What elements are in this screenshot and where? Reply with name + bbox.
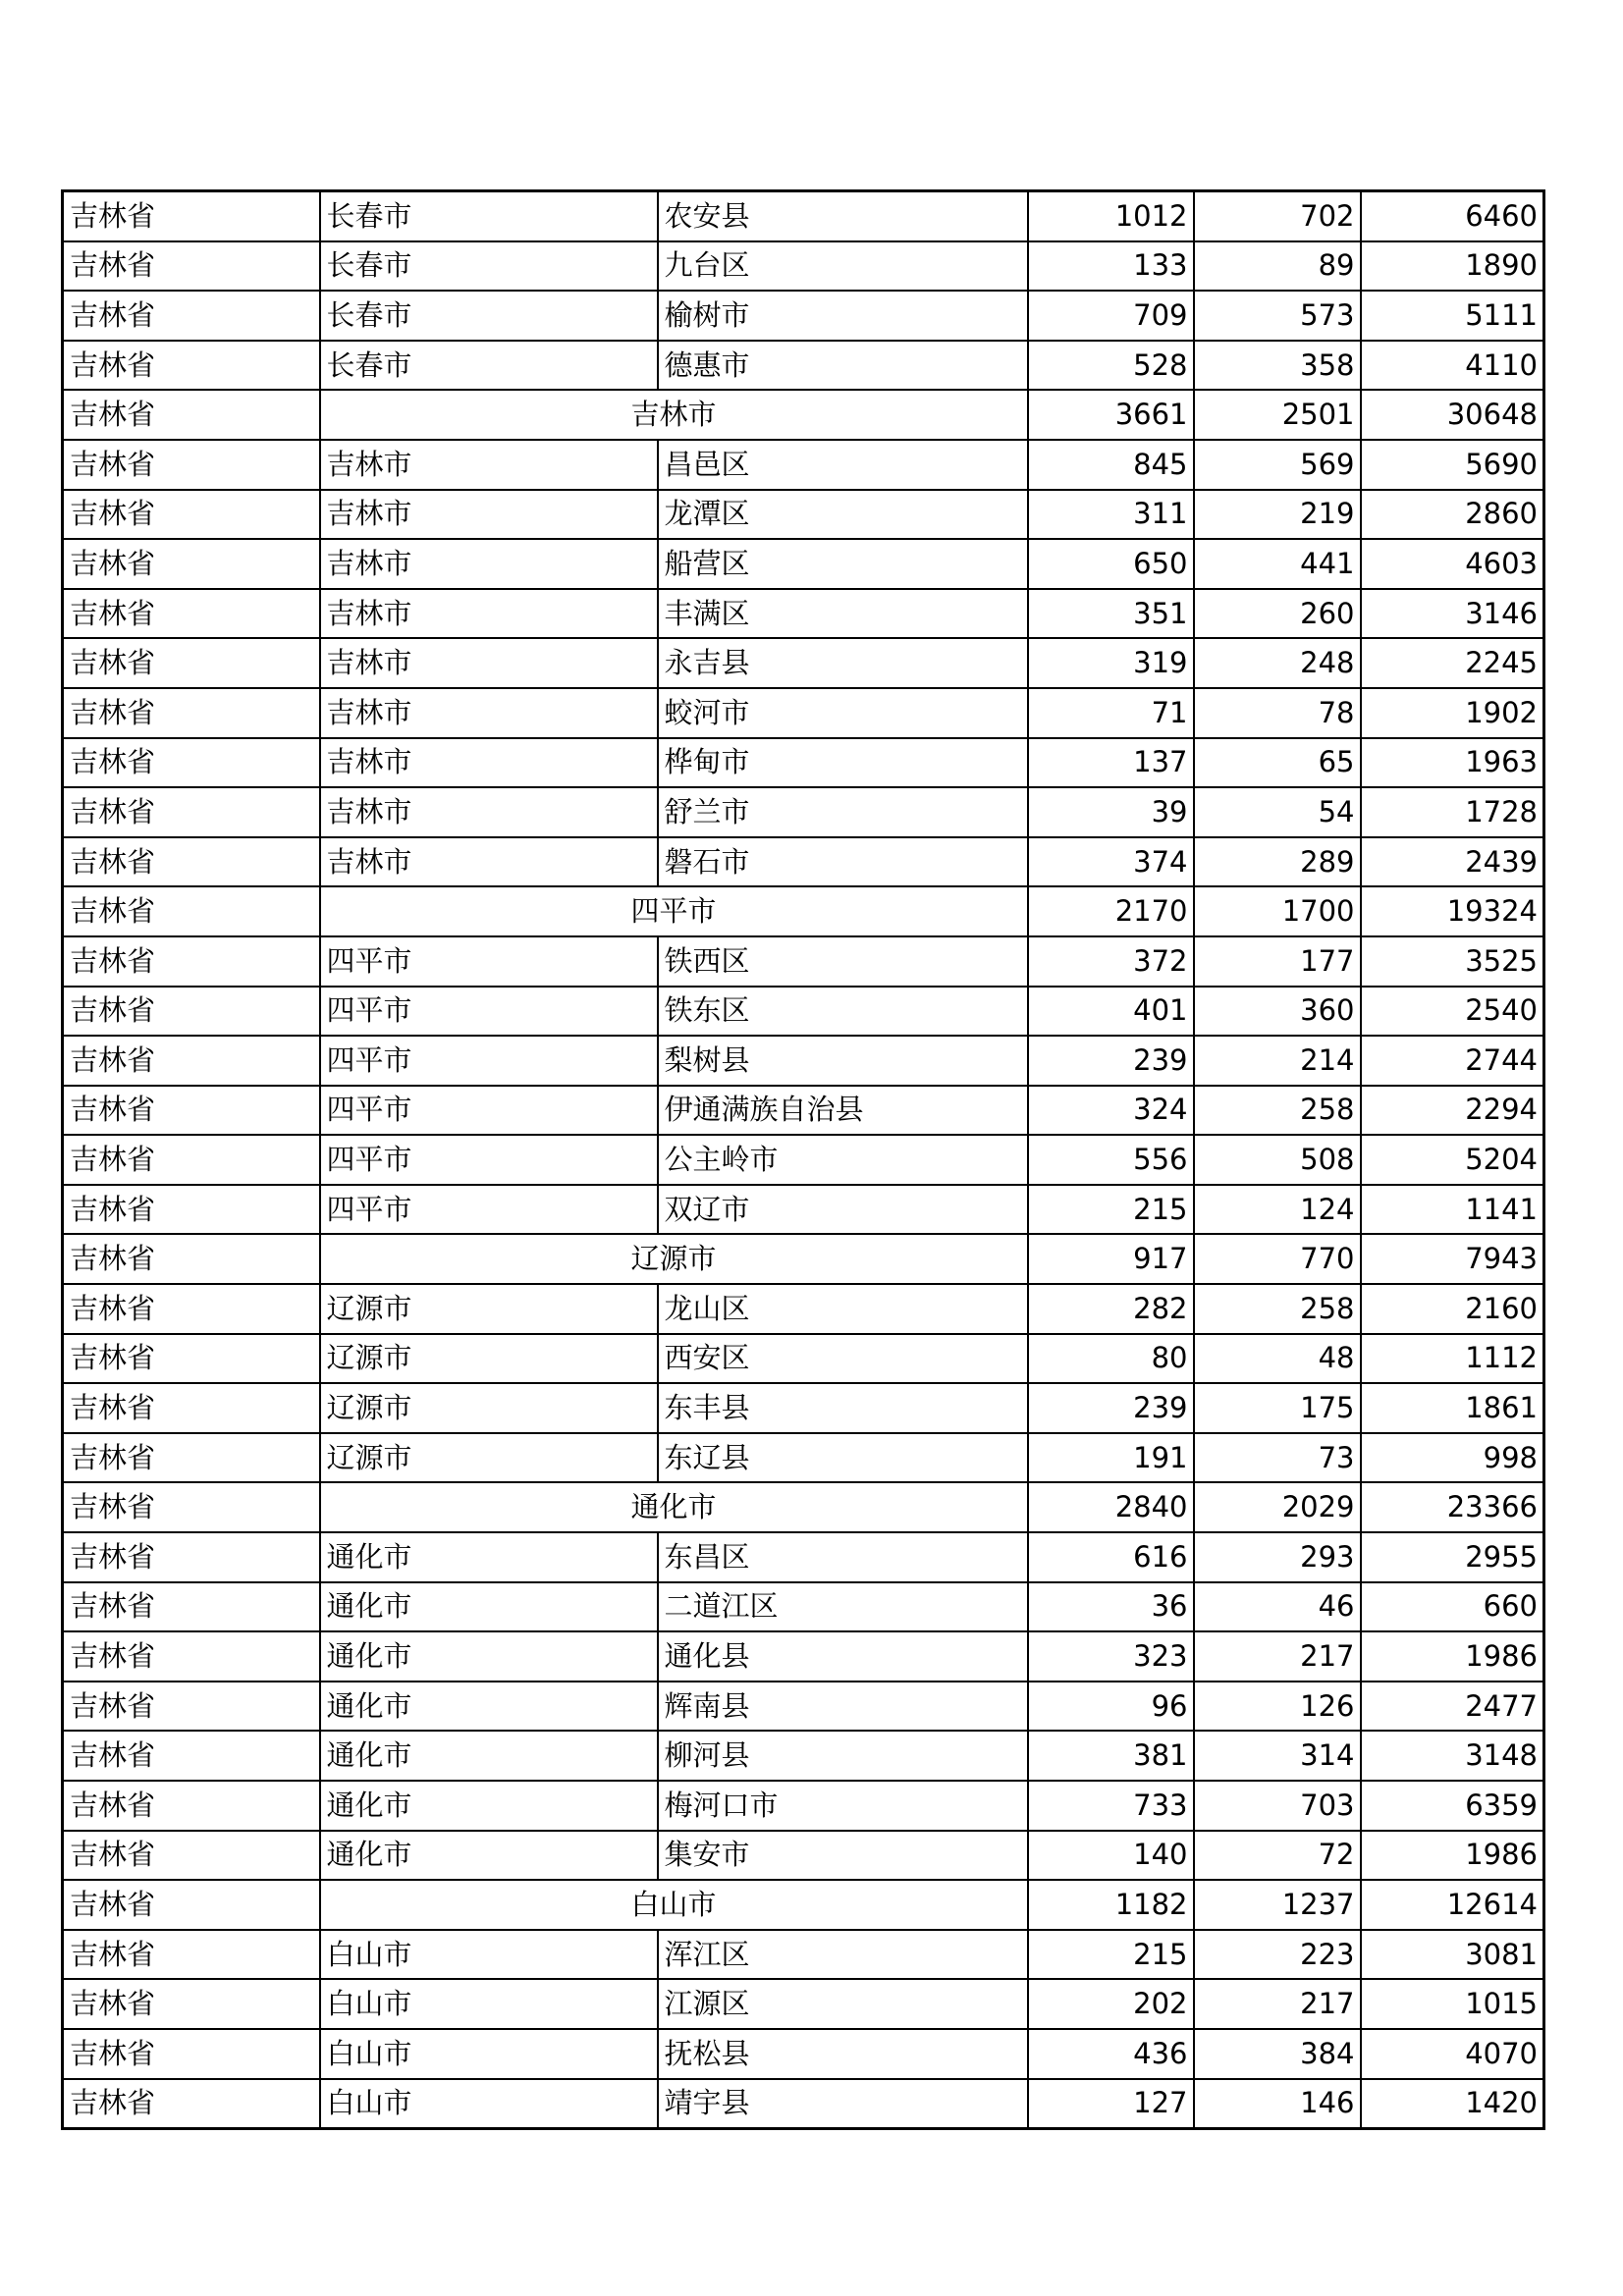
value-cell-1: 2170	[1028, 886, 1194, 936]
value-cell-3: 7943	[1361, 1234, 1544, 1284]
value-cell-3: 2744	[1361, 1036, 1544, 1086]
table-row	[63, 688, 1544, 738]
value-cell-3: 660	[1361, 1582, 1544, 1632]
value-cell-1: 127	[1028, 2079, 1194, 2129]
table-row	[63, 638, 1544, 688]
value-cell-3: 1861	[1361, 1383, 1544, 1433]
value-cell-3: 4603	[1361, 539, 1544, 589]
value-cell-3: 12614	[1361, 1880, 1544, 1930]
value-cell-3: 3081	[1361, 1930, 1544, 1980]
value-cell-1: 133	[1028, 241, 1194, 292]
county-cell: 龙山区	[658, 1284, 1028, 1334]
value-cell-3: 4070	[1361, 2029, 1544, 2079]
value-cell-3: 2294	[1361, 1086, 1544, 1136]
value-cell-1: 372	[1028, 936, 1194, 987]
county-cell: 双辽市	[658, 1185, 1028, 1235]
county-cell: 抚松县	[658, 2029, 1028, 2079]
city-cell: 通化市	[320, 1682, 658, 1732]
city-cell: 白山市	[320, 1979, 658, 2029]
value-cell-1: 1012	[1028, 191, 1194, 241]
county-cell: 东辽县	[658, 1433, 1028, 1483]
province-cell: 吉林省	[63, 1781, 320, 1831]
value-cell-1: 215	[1028, 1185, 1194, 1235]
city-cell: 辽源市	[320, 1433, 658, 1483]
value-cell-1: 323	[1028, 1631, 1194, 1682]
value-cell-2: 72	[1194, 1831, 1361, 1881]
province-cell: 吉林省	[63, 589, 320, 639]
province-cell: 吉林省	[63, 1185, 320, 1235]
value-cell-2: 73	[1194, 1433, 1361, 1483]
city-cell: 通化市	[320, 1831, 658, 1881]
value-cell-3: 19324	[1361, 886, 1544, 936]
value-cell-3: 3146	[1361, 589, 1544, 639]
table-row	[63, 1781, 1544, 1831]
county-cell: 昌邑区	[658, 440, 1028, 490]
table-row	[63, 1135, 1544, 1185]
value-cell-1: 3661	[1028, 390, 1194, 440]
value-cell-2: 384	[1194, 2029, 1361, 2079]
city-cell: 四平市	[320, 1135, 658, 1185]
province-cell: 吉林省	[63, 1234, 320, 1284]
county-cell: 公主岭市	[658, 1135, 1028, 1185]
province-cell: 吉林省	[63, 1631, 320, 1682]
county-cell: 靖宇县	[658, 2079, 1028, 2129]
city-cell: 吉林市	[320, 589, 658, 639]
value-cell-2: 258	[1194, 1284, 1361, 1334]
value-cell-3: 1141	[1361, 1185, 1544, 1235]
value-cell-2: 126	[1194, 1682, 1361, 1732]
province-cell: 吉林省	[63, 1880, 320, 1930]
value-cell-1: 528	[1028, 341, 1194, 391]
city-cell: 白山市	[320, 2029, 658, 2079]
value-cell-3: 1902	[1361, 688, 1544, 738]
county-cell: 蛟河市	[658, 688, 1028, 738]
value-cell-2: 65	[1194, 738, 1361, 788]
province-cell: 吉林省	[63, 688, 320, 738]
county-cell: 东丰县	[658, 1383, 1028, 1433]
value-cell-2: 124	[1194, 1185, 1361, 1235]
value-cell-2: 248	[1194, 638, 1361, 688]
value-cell-2: 702	[1194, 191, 1361, 241]
city-subtotal-cell: 白山市	[320, 1880, 1028, 1930]
value-cell-2: 2501	[1194, 390, 1361, 440]
city-subtotal-row	[63, 390, 1544, 440]
county-cell: 辉南县	[658, 1682, 1028, 1732]
value-cell-2: 293	[1194, 1532, 1361, 1582]
value-cell-3: 1986	[1361, 1631, 1544, 1682]
city-cell: 四平市	[320, 1185, 658, 1235]
value-cell-1: 324	[1028, 1086, 1194, 1136]
value-cell-1: 202	[1028, 1979, 1194, 2029]
value-cell-3: 23366	[1361, 1482, 1544, 1532]
county-cell: 丰满区	[658, 589, 1028, 639]
table-row	[63, 987, 1544, 1037]
city-cell: 四平市	[320, 1036, 658, 1086]
value-cell-2: 703	[1194, 1781, 1361, 1831]
value-cell-2: 78	[1194, 688, 1361, 738]
county-cell: 九台区	[658, 241, 1028, 292]
value-cell-3: 2439	[1361, 837, 1544, 887]
province-cell: 吉林省	[63, 738, 320, 788]
value-cell-3: 4110	[1361, 341, 1544, 391]
county-cell: 东昌区	[658, 1532, 1028, 1582]
value-cell-2: 770	[1194, 1234, 1361, 1284]
province-cell: 吉林省	[63, 1086, 320, 1136]
value-cell-2: 48	[1194, 1334, 1361, 1384]
value-cell-1: 137	[1028, 738, 1194, 788]
county-cell: 梅河口市	[658, 1781, 1028, 1831]
value-cell-2: 146	[1194, 2079, 1361, 2129]
province-cell: 吉林省	[63, 1383, 320, 1433]
table-row	[63, 2029, 1544, 2079]
city-cell: 四平市	[320, 936, 658, 987]
value-cell-3: 1890	[1361, 241, 1544, 292]
value-cell-3: 1963	[1361, 738, 1544, 788]
county-cell: 农安县	[658, 191, 1028, 241]
county-cell: 铁西区	[658, 936, 1028, 987]
table-row	[63, 1631, 1544, 1682]
province-cell: 吉林省	[63, 490, 320, 540]
value-cell-3: 30648	[1361, 390, 1544, 440]
value-cell-1: 1182	[1028, 1880, 1194, 1930]
table-row	[63, 1979, 1544, 2029]
table-row	[63, 291, 1544, 341]
table-row	[63, 1532, 1544, 1582]
table-row	[63, 738, 1544, 788]
county-cell: 铁东区	[658, 987, 1028, 1037]
value-cell-1: 709	[1028, 291, 1194, 341]
province-cell: 吉林省	[63, 837, 320, 887]
province-cell: 吉林省	[63, 341, 320, 391]
value-cell-3: 3148	[1361, 1731, 1544, 1781]
province-cell: 吉林省	[63, 1930, 320, 1980]
city-cell: 四平市	[320, 1086, 658, 1136]
county-cell: 榆树市	[658, 291, 1028, 341]
city-cell: 通化市	[320, 1781, 658, 1831]
city-cell: 吉林市	[320, 738, 658, 788]
data-table	[61, 189, 1545, 2130]
province-cell: 吉林省	[63, 390, 320, 440]
province-cell: 吉林省	[63, 539, 320, 589]
value-cell-2: 223	[1194, 1930, 1361, 1980]
county-cell: 柳河县	[658, 1731, 1028, 1781]
city-cell: 辽源市	[320, 1334, 658, 1384]
province-cell: 吉林省	[63, 2029, 320, 2079]
table-row	[63, 1930, 1544, 1980]
value-cell-1: 96	[1028, 1682, 1194, 1732]
county-cell: 德惠市	[658, 341, 1028, 391]
province-cell: 吉林省	[63, 1731, 320, 1781]
value-cell-2: 441	[1194, 539, 1361, 589]
province-cell: 吉林省	[63, 291, 320, 341]
value-cell-1: 80	[1028, 1334, 1194, 1384]
county-cell: 浑江区	[658, 1930, 1028, 1980]
value-cell-2: 260	[1194, 589, 1361, 639]
table-row	[63, 490, 1544, 540]
province-cell: 吉林省	[63, 1532, 320, 1582]
value-cell-1: 401	[1028, 987, 1194, 1037]
value-cell-2: 217	[1194, 1631, 1361, 1682]
value-cell-2: 1700	[1194, 886, 1361, 936]
county-cell: 磐石市	[658, 837, 1028, 887]
table-body	[63, 191, 1544, 2129]
county-cell: 船营区	[658, 539, 1028, 589]
value-cell-3: 6460	[1361, 191, 1544, 241]
table-row	[63, 1185, 1544, 1235]
value-cell-1: 351	[1028, 589, 1194, 639]
province-cell: 吉林省	[63, 936, 320, 987]
city-subtotal-cell: 吉林市	[320, 390, 1028, 440]
county-cell: 桦甸市	[658, 738, 1028, 788]
table-row	[63, 191, 1544, 241]
table-row	[63, 1831, 1544, 1881]
value-cell-3: 1420	[1361, 2079, 1544, 2129]
city-cell: 长春市	[320, 241, 658, 292]
table-row	[63, 1086, 1544, 1136]
value-cell-2: 219	[1194, 490, 1361, 540]
county-cell: 二道江区	[658, 1582, 1028, 1632]
city-cell: 吉林市	[320, 440, 658, 490]
value-cell-1: 319	[1028, 638, 1194, 688]
value-cell-3: 5690	[1361, 440, 1544, 490]
province-cell: 吉林省	[63, 2079, 320, 2129]
county-cell: 西安区	[658, 1334, 1028, 1384]
value-cell-2: 573	[1194, 291, 1361, 341]
value-cell-2: 214	[1194, 1036, 1361, 1086]
value-cell-1: 191	[1028, 1433, 1194, 1483]
county-cell: 集安市	[658, 1831, 1028, 1881]
province-cell: 吉林省	[63, 1682, 320, 1732]
province-cell: 吉林省	[63, 638, 320, 688]
value-cell-1: 917	[1028, 1234, 1194, 1284]
table-row	[63, 936, 1544, 987]
province-cell: 吉林省	[63, 1433, 320, 1483]
value-cell-3: 2160	[1361, 1284, 1544, 1334]
value-cell-2: 1237	[1194, 1880, 1361, 1930]
value-cell-1: 374	[1028, 837, 1194, 887]
table-row	[63, 589, 1544, 639]
value-cell-1: 239	[1028, 1383, 1194, 1433]
city-subtotal-cell: 辽源市	[320, 1234, 1028, 1284]
city-subtotal-row	[63, 1880, 1544, 1930]
value-cell-1: 39	[1028, 787, 1194, 837]
province-cell: 吉林省	[63, 1036, 320, 1086]
city-cell: 吉林市	[320, 539, 658, 589]
value-cell-1: 616	[1028, 1532, 1194, 1582]
table-row	[63, 440, 1544, 490]
province-cell: 吉林省	[63, 1831, 320, 1881]
value-cell-2: 177	[1194, 936, 1361, 987]
value-cell-1: 733	[1028, 1781, 1194, 1831]
value-cell-3: 5204	[1361, 1135, 1544, 1185]
value-cell-1: 650	[1028, 539, 1194, 589]
province-cell: 吉林省	[63, 440, 320, 490]
province-cell: 吉林省	[63, 1979, 320, 2029]
value-cell-2: 358	[1194, 341, 1361, 391]
value-cell-3: 2955	[1361, 1532, 1544, 1582]
value-cell-1: 436	[1028, 2029, 1194, 2079]
table-row	[63, 1334, 1544, 1384]
value-cell-2: 258	[1194, 1086, 1361, 1136]
table-row	[63, 1036, 1544, 1086]
city-cell: 辽源市	[320, 1383, 658, 1433]
value-cell-3: 2245	[1361, 638, 1544, 688]
city-cell: 通化市	[320, 1532, 658, 1582]
county-cell: 江源区	[658, 1979, 1028, 2029]
value-cell-2: 360	[1194, 987, 1361, 1037]
province-cell: 吉林省	[63, 987, 320, 1037]
province-cell: 吉林省	[63, 1284, 320, 1334]
value-cell-2: 289	[1194, 837, 1361, 887]
value-cell-3: 1986	[1361, 1831, 1544, 1881]
province-cell: 吉林省	[63, 886, 320, 936]
city-cell: 白山市	[320, 2079, 658, 2129]
province-cell: 吉林省	[63, 1334, 320, 1384]
province-cell: 吉林省	[63, 1582, 320, 1632]
city-cell: 通化市	[320, 1582, 658, 1632]
value-cell-3: 2860	[1361, 490, 1544, 540]
value-cell-2: 217	[1194, 1979, 1361, 2029]
table-row	[63, 1433, 1544, 1483]
county-cell: 梨树县	[658, 1036, 1028, 1086]
table-row	[63, 837, 1544, 887]
value-cell-3: 2540	[1361, 987, 1544, 1037]
city-cell: 通化市	[320, 1631, 658, 1682]
city-subtotal-row	[63, 886, 1544, 936]
value-cell-1: 215	[1028, 1930, 1194, 1980]
value-cell-3: 2477	[1361, 1682, 1544, 1732]
county-cell: 舒兰市	[658, 787, 1028, 837]
county-cell: 通化县	[658, 1631, 1028, 1682]
city-cell: 四平市	[320, 987, 658, 1037]
city-cell: 长春市	[320, 291, 658, 341]
value-cell-2: 2029	[1194, 1482, 1361, 1532]
value-cell-1: 381	[1028, 1731, 1194, 1781]
value-cell-2: 175	[1194, 1383, 1361, 1433]
city-subtotal-row	[63, 1482, 1544, 1532]
value-cell-1: 36	[1028, 1582, 1194, 1632]
table-row	[63, 539, 1544, 589]
value-cell-3: 1015	[1361, 1979, 1544, 2029]
value-cell-1: 282	[1028, 1284, 1194, 1334]
province-cell: 吉林省	[63, 1482, 320, 1532]
value-cell-2: 314	[1194, 1731, 1361, 1781]
value-cell-3: 1112	[1361, 1334, 1544, 1384]
value-cell-2: 54	[1194, 787, 1361, 837]
value-cell-3: 6359	[1361, 1781, 1544, 1831]
value-cell-1: 311	[1028, 490, 1194, 540]
table-row	[63, 2079, 1544, 2129]
table-row	[63, 241, 1544, 292]
table-row	[63, 1284, 1544, 1334]
value-cell-2: 89	[1194, 241, 1361, 292]
county-cell: 伊通满族自治县	[658, 1086, 1028, 1136]
value-cell-1: 239	[1028, 1036, 1194, 1086]
province-cell: 吉林省	[63, 241, 320, 292]
value-cell-2: 46	[1194, 1582, 1361, 1632]
city-cell: 辽源市	[320, 1284, 658, 1334]
value-cell-1: 845	[1028, 440, 1194, 490]
city-cell: 吉林市	[320, 688, 658, 738]
table-row	[63, 1731, 1544, 1781]
table-row	[63, 1682, 1544, 1732]
table-row	[63, 1383, 1544, 1433]
table-row	[63, 341, 1544, 391]
value-cell-3: 3525	[1361, 936, 1544, 987]
table-row	[63, 1582, 1544, 1632]
value-cell-3: 5111	[1361, 291, 1544, 341]
city-subtotal-cell: 通化市	[320, 1482, 1028, 1532]
value-cell-2: 508	[1194, 1135, 1361, 1185]
value-cell-3: 998	[1361, 1433, 1544, 1483]
city-cell: 长春市	[320, 341, 658, 391]
province-cell: 吉林省	[63, 787, 320, 837]
value-cell-1: 71	[1028, 688, 1194, 738]
city-cell: 吉林市	[320, 490, 658, 540]
province-cell: 吉林省	[63, 1135, 320, 1185]
value-cell-1: 2840	[1028, 1482, 1194, 1532]
value-cell-3: 1728	[1361, 787, 1544, 837]
county-cell: 永吉县	[658, 638, 1028, 688]
city-cell: 通化市	[320, 1731, 658, 1781]
city-cell: 吉林市	[320, 837, 658, 887]
value-cell-1: 556	[1028, 1135, 1194, 1185]
table-row	[63, 787, 1544, 837]
city-cell: 吉林市	[320, 638, 658, 688]
city-cell: 吉林市	[320, 787, 658, 837]
county-cell: 龙潭区	[658, 490, 1028, 540]
value-cell-2: 569	[1194, 440, 1361, 490]
province-cell: 吉林省	[63, 191, 320, 241]
city-subtotal-cell: 四平市	[320, 886, 1028, 936]
city-cell: 长春市	[320, 191, 658, 241]
city-cell: 白山市	[320, 1930, 658, 1980]
city-subtotal-row	[63, 1234, 1544, 1284]
value-cell-1: 140	[1028, 1831, 1194, 1881]
